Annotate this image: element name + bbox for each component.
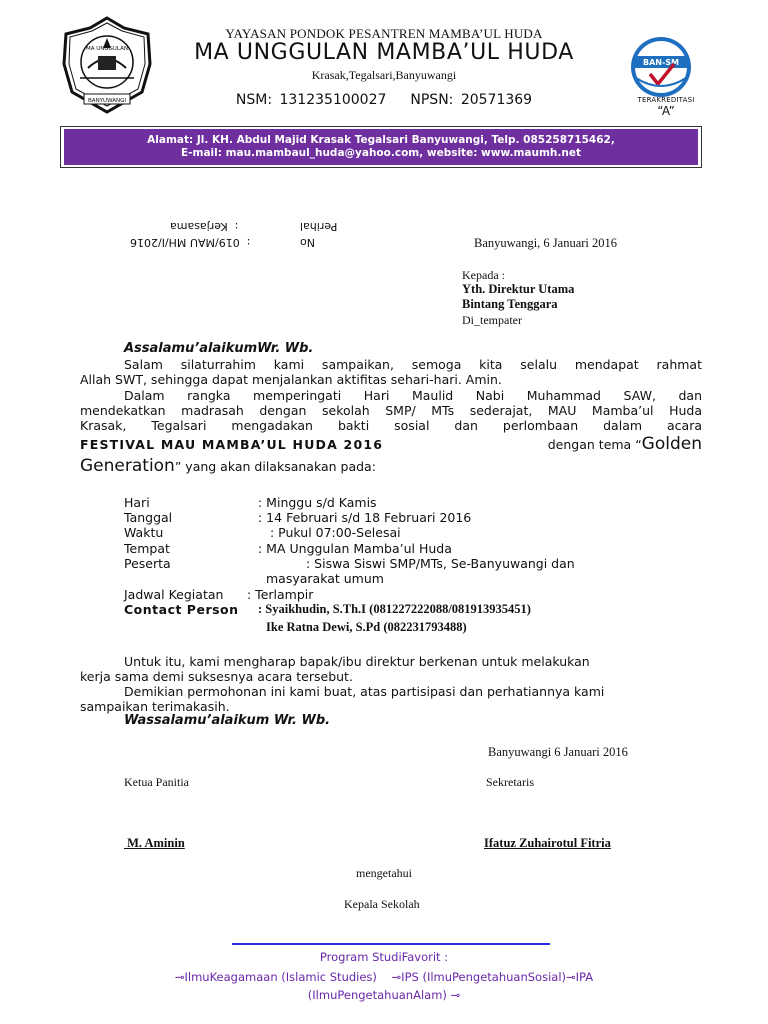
detail-label-hari: Hari [124,495,150,510]
detail-value-waktu: : Pukul 07:00-Selesai [270,525,401,540]
theme-word: Golden [641,434,702,454]
role-principal: Kepala Sekolah [344,897,420,911]
paragraph-line: Salam silaturrahim kami sampaikan, semoga kita selalu mendapat rahmat [124,357,702,372]
footer-title: Program StudiFavorit : [319,950,449,964]
paragraph-line: kerja sama demi suksesnya acara tersebut. [80,669,353,684]
accreditation-label: TERAKREDITASI [637,96,695,104]
no-value: : 019/MAU MH/I/2016 [130,236,251,249]
contact-line: E-mail: mau.mambaul_huda@yahoo.com, website: www.maumh.net [180,147,581,159]
detail-label-tempat: Tempat [124,541,170,556]
theme-intro: dengan tema “Golden [547,434,702,454]
acknowledge-label: mengetahui [356,866,412,880]
program-item: IPS (IlmuPengetahuanSosial) [401,970,567,984]
svg-text:BANYUWANGI: BANYUWANGI [88,98,126,104]
recipient-place: Di_tempater [462,313,522,327]
program-item: (IlmuPengetahuanAlam) [307,988,447,1002]
foundation-name: YAYASAN PONDOK PESANTREN MAMBA’UL HUDA [225,26,543,41]
signature-date: Banyuwangi 6 Januari 2016 [488,745,628,759]
detail-value-hari: : Minggu s/d Kamis [258,495,377,510]
address-band [64,129,698,165]
dove-icon: ⊸ [566,970,576,984]
detail-value-jadwal: : Terlampir [247,587,314,602]
recipient-label: Kepada : [462,268,505,282]
detail-value-tempat: : MA Unggulan Mamba’ul Huda [258,541,452,556]
letter-date: Banyuwangi, 6 Januari 2016 [474,236,618,250]
perihal-label: Perihal [300,220,338,233]
program-item: IlmuKeagamaan (Islamic Studies) [184,970,377,984]
recipient-title: Yth. Direktur Utama [462,282,575,296]
paragraph-line: mendekatkan madrasah dengan sekolah SMP/ MTs sederajat, MAU Mamba’ul Huda [80,403,702,418]
svg-text:MA UNGGULAN: MA UNGGULAN [85,46,129,52]
detail-value-peserta: : Siswa Siswi SMP/MTs, Se-Banyuwangi dan [306,556,575,571]
event-line [80,434,702,454]
address-line: Alamat: Jl. KH. Abdul Majid Krasak Tegalsari Banyuwangi, Telp. 085258715462, [147,134,615,146]
name-chairman: M. Aminin [124,836,185,850]
footer-programs-cont [0,988,768,1002]
detail-label-tanggal: Tanggal [124,510,173,525]
program-item: IPA [575,970,594,984]
dove-icon: ⊸ [174,970,185,984]
footer-programs [0,970,768,984]
paragraph-line: sampaikan terimakasih. [80,699,230,714]
opening-greeting: Assalamu’alaikumWr. Wb. [124,341,314,356]
schedule-intro: ” yang akan dilaksanakan pada: [174,459,376,474]
accreditation-logo [628,34,694,100]
detail-value-tanggal: : 14 Februari s/d 18 Februari 2016 [258,510,472,525]
event-name: FESTIVAL MAU MAMBA’UL HUDA 2016 [80,437,384,452]
event-line-end [80,456,376,476]
detail-label-peserta: Peserta [124,556,171,571]
school-location: Krasak,Tegalsari,Banyuwangi [311,68,457,82]
accreditation-grade: “A” [657,104,675,118]
detail-value-contact: : Syaikhudin, S.Th.I (081227222088/081913935451) [258,602,531,616]
paragraph-line: Untuk itu, kami mengharap bapak/ibu direktur berkenan untuk melakukan [124,654,590,669]
npsn-number: NPSN: 20571369 [410,92,533,108]
paragraph-line: Krasak, Tegalsari mengadakan bakti sosial dan perlombaan dalam acara [80,418,702,433]
detail-label-jadwal: Jadwal Kegiatan [124,587,224,602]
closing-salutation: Wassalamu’alaikum Wr. Wb. [124,713,331,728]
name-secretary: Ifatuz Zuhairotul Fitria [484,836,611,850]
svg-text:BAN-SM: BAN-SM [642,58,680,67]
theme-word: Generation [80,456,175,476]
role-chairman: Ketua Panitia [124,775,189,789]
footer-divider [232,943,550,945]
no-label: No [300,236,315,249]
detail-label-waktu: Waktu [124,525,164,540]
paragraph-line: Allah SWT, sehingga dapat menjalankan aktifitas sehari-hari. Amin. [80,372,502,387]
dove-icon: ⊸ [391,970,402,984]
detail-label-contact: Contact Person [124,602,239,617]
role-secretary: Sekretaris [486,775,534,789]
recipient-company: Bintang Tenggara [462,297,558,311]
detail-value-peserta-cont: masyarakat umum [266,571,384,586]
paragraph-line: Dalam rangka memperingati Hari Maulid Nabi Muhammad SAW, dan [124,388,702,403]
school-name: MA UNGGULAN MAMBA’UL HUDA [194,40,574,65]
detail-value-contact-cont: Ike Ratna Dewi, S.Pd (082231793488) [266,620,467,634]
paragraph-line: Demikian permohonan ini kami buat, atas partisipasi dan perhatiannya kami [124,684,605,699]
nsm-number: NSM: 131235100027 [235,92,387,108]
dove-icon: ⊸ [450,988,461,1002]
perihal-value: : Kerjasama [170,220,239,233]
